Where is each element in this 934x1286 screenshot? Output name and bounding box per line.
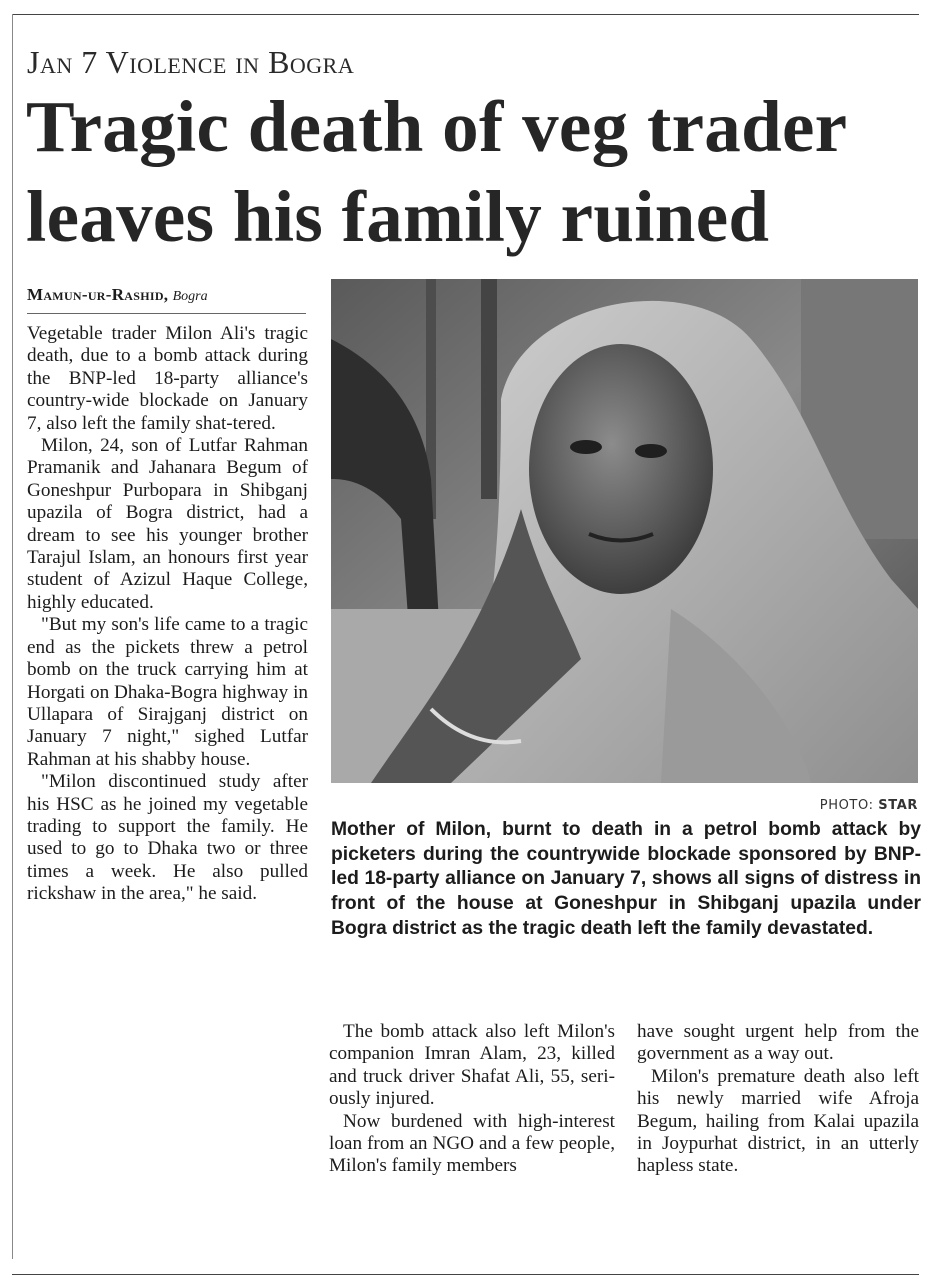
photo-credit-prefix: PHOTO: [819,798,874,813]
byline-place: Bogra [172,289,208,304]
paragraph: "But my son's life came to a tragic end as the pickets threw a petrol bomb on the truck carrying him at Horgati on Dhaka-Bogra highway in Ullapara of Sirajganj district on January 7 night," sighed Lutfar Rahman at his shabby house. [27,614,309,770]
paragraph: have sought urgent help from the government as a way out. [637,1021,919,1065]
paragraph: "Milon discontinued study after his HSC as he joined my vegetable trading to support the family. He used to go to Dhaka two or three times a week. He also pulled rickshaw in the area," he said. [27,771,308,905]
byline-rule [27,313,306,314]
paragraph: Now burdened with high-interest loan from an NGO and a few people, Milon's family members [329,1110,615,1177]
byline [27,285,307,305]
paragraph: The bomb attack also left Milon's companion Imran Alam, 23, killed and truck driver Shafat Ali, 55, seri-ously injured. [329,1021,615,1110]
byline-author: Mamun-ur-Rashid, [27,285,169,304]
left-column-rule [12,14,13,1259]
photo-caption: Mother of Milon, burnt to death in a petrol bomb attack by picketers during the countrywide blockade sponsored by BNP-led 18-party alliance on January 7, shows all signs of distress in front of the house at Goneshpur in Shibganj upazila under Bogra district as the tragic death left the family devastated. [331,819,921,939]
bottom-rule [12,1274,919,1275]
photo-credit [820,798,918,813]
top-rule [12,14,919,15]
photo-illustration [331,279,918,783]
paragraph: Milon, 24, son of Lutfar Rahman Pramanik and Jahanara Begum of Goneshpur Purbopara in Shibganj upazila of Bogra district, had a dream to see his younger brother Tarajul Islam, an honours first year student of Azizul Haque College, highly educated. [27,435,308,613]
paragraph: Milon's premature death also left his newly married wife Afroja Begum, hailing from Kalai upazila in Joypurhat district, in an utterly hapless state. [637,1065,919,1177]
photo-credit-source: STAR [878,798,918,813]
headline-line-1: Tragic death of veg trader [26,86,848,167]
body-column-3 [637,1021,919,1178]
news-photo [331,279,918,783]
headline [26,82,921,262]
body-column-1 [27,323,308,906]
headline-line-2: leaves his family ruined [26,176,770,257]
kicker: Jan 7 Violence in Bogra [27,44,355,80]
paragraph: Vegetable trader Milon Ali's tragic death, due to a bomb attack during the BNP-led 18-party alliance's country-wide blockade on January 7, also left the family shat-tered. [27,323,308,434]
body-column-2 [329,1021,615,1178]
